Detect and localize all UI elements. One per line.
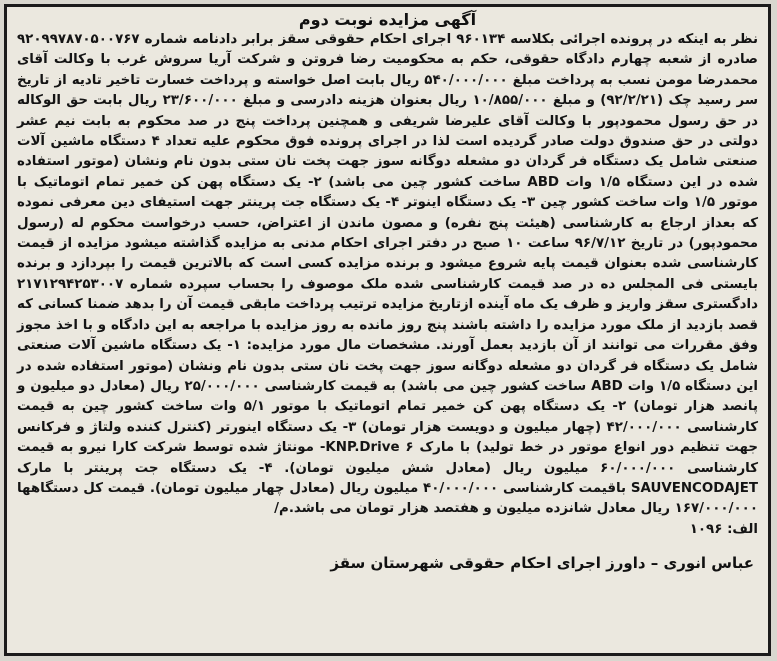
notice-title: آگهی مزایده نوبت دوم: [298, 10, 477, 29]
notice-body: نظر به اینکه در پرونده اجرائی بکلاسه ۹۶۰۱۳۴ اجرای احکام حقوقی سقز برابر دادنامه شماره ۹۲۰۹۹۷۸۷۰۵۰۰۷۶۷ صادره از شعبه چهارم دادگاه حقوقی، حکم به محکومیت رضا فروتن و شرکت آریا سروش غرب با وکالت آقای محمدرضا مومن نسب به پرداخت مبلغ ۵۴۰/۰۰۰/۰۰۰ ریال بابت اصل خواسته و پرداخت خسارت تاخیر تادیه از تاریخ سر رسید چک (۹۲/۲/۲۱) و مبلغ ۱۰/۸۵۵/۰۰۰ ریال بعنوان هزینه دادرسی و مبلغ ۲۳/۶۰۰/۰۰۰ ریال بابت حق الوکاله در حق رسول محمودپور با وکالت آقای علیرضا شریفی و همچنین پرداخت پنج در صد محکوم به بابت نیم عشر دولتی در حق صندوق دولت صادر گردیده است لذا در اجرای پرونده فوق محکوم علیه تعداد ۴ دستگاه ماشین آلات صنعتی شامل یک دستگاه فر گردان دو مشعله دوگانه سوز جهت پخت نان ستی بدون نام ونشان (موتور استفاده شده در این دستگاه ۱/۵ وات ABD ساخت کشور چین می باشد) ۲- یک دستگاه پهن کن خمیر تمام اتوماتیک با موتور ۱/۵ وات ساخت کشور چین ۳- یک دستگاه اینوتر ۴- یک دستگاه جت پرینتر جهت استیفای دین معرفی نموده که بعداز ارجاع به کارشناسی (هیئت پنج نفره) و مصون ماندن از اعتراض، حسب درخواست محکوم له (رسول محمودپور) در تاریخ ۹۶/۷/۱۲ ساعت ۱۰ صبح در دفتر اجرای احکام مدنی به مزایده گذاشته میشود مزایده از قیمت کارشناسی شده بعنوان قیمت پایه شروع میشود و برنده مزایده کسی است که بالاترین قیمت را بپردازد و برنده بایستی فی المجلس ده در صد قیمت کارشناسی شده ملک موصوف را بحساب سپرده شماره ۲۱۷۱۲۹۴۲۵۳۰۰۷ دادگستری سقز واریز و ظرف یک ماه آینده ازتاریخ مزایده ترتیب پرداخت مابقی قیمت آن را بدهد ضمنا کسانی که قصد بازدید از ملک مورد مزایده را داشته باشند پنج روز مانده به روز مزایده با مراجعه به این دادگاه و با اخذ مجوز وفق مقررات می توانند از آن بازدید بعمل آورند. مشخصات مال مورد مزایده: ۱- یک دستگاه ماشین آلات صنعتی شامل یک دستگاه فر گردان دو مشعله دوگانه سوز جهت پخت نان ستی بدون نام ونشان (موتور استفاده شده در این دستگاه ۱/۵ وات ABD ساخت کشور چین می باشد) به قیمت کارشناسی ۲۵/۰۰۰/۰۰۰ ریال (معادل دو میلیون و پانصد هزار تومان) ۲- یک دستگاه پهن کن خمیر تمام اتوماتیک با موتور ۵/۱ وات ساخت کشور چین به قیمت کارشناسی ۴۲/۰۰۰/۰۰۰ (چهار میلیون و دویست هزار تومان) ۳- یک دستگاه اینورتر (کنترل کننده ولتاژ و فرکانس جهت تنظیم دور انواع موتور در خط تولید) با مارک KNP.Drive ۶- مونتاژ شده توسط شرکت کارا نیرو به قیمت کارشناسی ۶۰/۰۰۰/۰۰۰ میلیون ریال (معادل شش میلیون تومان). ۴- یک دستگاه جت پرینتر با مارک SAUVENCODAJET باقیمت کارشناسی ۴۰/۰۰۰/۰۰۰ میلیون ریال (معادل چهار میلیون تومان). قیمت کل دستگاهها ۱۶۷/۰۰۰/۰۰۰ ریال معادل شانزده میلیون و هفتصد هزار تومان می باشد.م/: [17, 32, 759, 517]
notice-signature: عباس انوری – داورز اجرای احکام حقوقی شهرستان سقز: [330, 553, 754, 572]
notice-reference-code: الف: ۱۰۹۶: [689, 521, 758, 537]
newspaper-clipping: [4, 4, 771, 656]
